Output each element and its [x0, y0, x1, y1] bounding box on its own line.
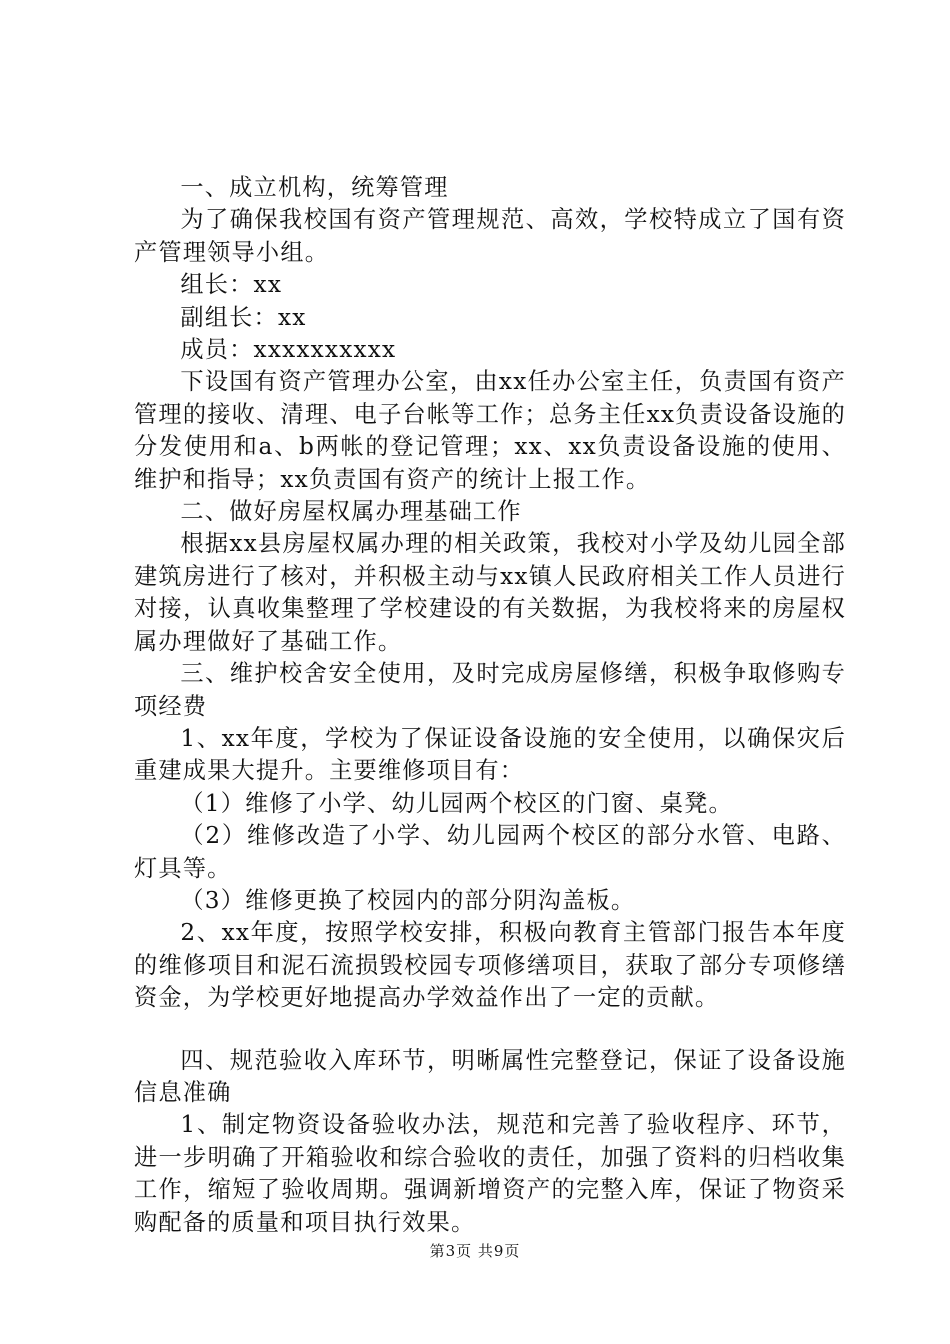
paragraph: 2、xx年度，按照学校安排，积极向教育主管部门报告本年度的维修项目和泥石流损毁校园专项修缮项目，获取了部分专项修缮资金，为学校更好地提高办学效益作出了一定的贡献。: [134, 919, 846, 1012]
list-item: （1）维修了小学、幼儿园两个校区的门窗、桌凳。: [180, 789, 733, 817]
document-body: [134, 172, 846, 1239]
section-heading-2: 二、做好房屋权属办理基础工作: [180, 498, 522, 526]
paragraph: 副组长：xx: [180, 303, 307, 331]
paragraph: 下设国有资产管理办公室，由xx任办公室主任，负责国有资产管理的接收、清理、电子台帐等工作；总务主任xx负责设备设施的分发使用和a、b两帐的登记管理；xx、xx负责设备设施的使用、维护和指导；xx负责国有资产的统计上报工作。: [134, 368, 846, 493]
list-item: （3）维修更换了校园内的部分阴沟盖板。: [180, 886, 636, 914]
paragraph: 组长：xx: [180, 271, 283, 299]
paragraph: 1、制定物资设备验收办法，规范和完善了验收程序、环节，进一步明确了开箱验收和综合验收的责任，加强了资料的归档收集工作，缩短了验收周期。强调新增资产的完整入库，保证了物资采购配备的质量和项目执行效果。: [134, 1111, 846, 1236]
paragraph: 1、xx年度，学校为了保证设备设施的安全使用，以确保灾后重建成果大提升。主要维修项目有：: [134, 724, 846, 785]
section-heading-4: 四、规范验收入库环节，明晰属性完整登记，保证了设备设施信息准确: [134, 1046, 846, 1106]
page-number-footer: 第3页 共9页: [429, 1242, 521, 1260]
section-heading-3: 三、维护校舍安全使用，及时完成房屋修缮，积极争取修购专项经费: [134, 660, 846, 720]
section-heading-1: 一、成立机构，统筹管理: [180, 174, 449, 201]
list-item: （2）维修改造了小学、幼儿园两个校区的部分水管、电路、灯具等。: [134, 822, 846, 882]
paragraph: 根据xx县房屋权属办理的相关政策，我校对小学及幼儿园全部建筑房进行了核对，并积极主动与xx镇人民政府相关工作人员进行对接，认真收集整理了学校建设的有关数据，为我校将来的房屋权属办理做好了基础工作。: [134, 530, 846, 655]
paragraph: 成员：xxxxxxxxxx: [180, 336, 397, 364]
paragraph: 为了确保我校国有资产管理规范、高效，学校特成立了国有资产管理领导小组。: [134, 206, 846, 266]
